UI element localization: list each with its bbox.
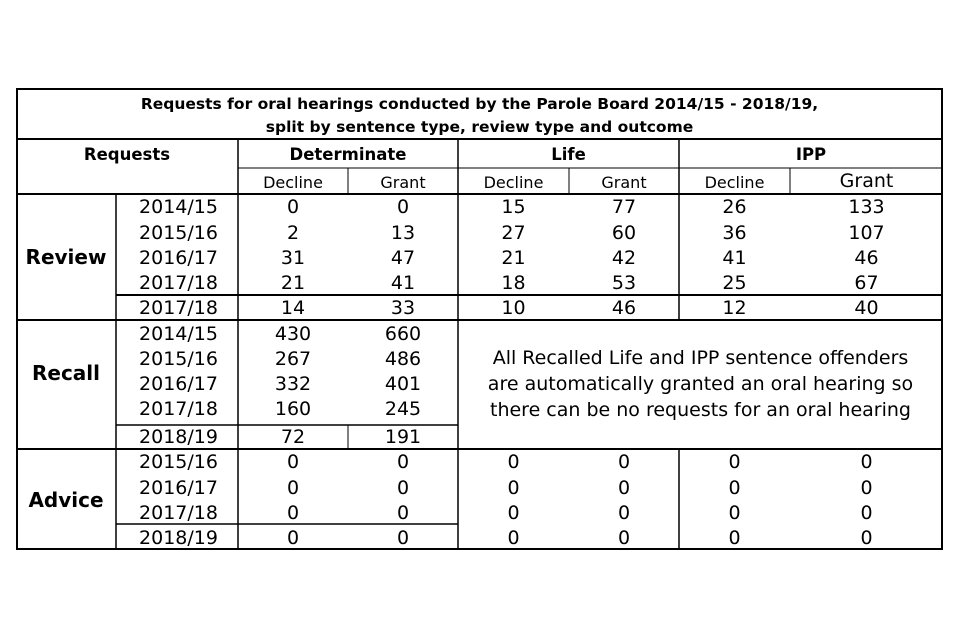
review-cell: 33 [390, 297, 416, 319]
review-cell: 15 [501, 196, 526, 218]
recall-cell: 401 [384, 373, 422, 395]
recall-cell: 72 [280, 426, 306, 448]
advice-cell: 0 [860, 527, 873, 549]
recall-cell: 332 [274, 373, 312, 395]
advice-cell: 0 [728, 477, 741, 499]
header-requests: Requests [83, 145, 171, 164]
advice-cell: 0 [617, 527, 631, 549]
subheader-life-decline: Decline [483, 173, 544, 192]
advice-cell: 0 [728, 451, 741, 473]
recall-note-line-1: All Recalled Life and IPP sentence offenders [492, 347, 909, 369]
review-year: 2017/18 [139, 297, 218, 319]
review-cell: 77 [611, 196, 637, 218]
recall-year: 2018/19 [139, 426, 218, 448]
recall-cell: 245 [384, 398, 422, 420]
review-cell: 42 [611, 247, 637, 269]
advice-cell: 0 [396, 451, 410, 473]
review-cell: 0 [396, 196, 410, 218]
review-cell: 107 [848, 222, 885, 244]
recall-cell: 430 [274, 323, 312, 345]
review-cell: 21 [280, 272, 306, 294]
recall-cell: 486 [384, 348, 422, 370]
review-cell: 21 [501, 247, 526, 269]
advice-cell: 0 [617, 451, 631, 473]
review-cell: 18 [501, 272, 526, 294]
advice-cell: 0 [860, 502, 873, 524]
advice-cell: 0 [728, 527, 741, 549]
advice-cell: 0 [860, 451, 873, 473]
recall-cell: 160 [274, 398, 312, 420]
review-cell: 0 [286, 196, 300, 218]
review-cell: 26 [722, 196, 747, 218]
advice-cell: 0 [507, 527, 520, 549]
review-cell: 67 [854, 272, 879, 294]
review-cell: 46 [854, 247, 879, 269]
header-life: Life [551, 145, 586, 164]
advice-year: 2017/18 [139, 502, 218, 524]
advice-cell: 0 [507, 451, 520, 473]
advice-year: 2018/19 [139, 527, 218, 549]
review-cell: 40 [854, 297, 879, 319]
recall-note-line-3: there can be no requests for an oral hearing [490, 399, 911, 421]
parole-board-table [16, 88, 943, 550]
review-cell: 14 [280, 297, 306, 319]
advice-cell: 0 [286, 527, 300, 549]
advice-cell: 0 [286, 451, 300, 473]
review-cell: 10 [501, 297, 526, 319]
recall-year: 2015/16 [139, 348, 218, 370]
review-cell: 36 [722, 222, 747, 244]
group-label-review: Review [25, 245, 107, 269]
review-cell: 41 [390, 272, 416, 294]
recall-cell: 191 [384, 426, 422, 448]
subheader-determinate-grant: Grant [380, 173, 426, 192]
subheader-ipp-decline: Decline [704, 173, 765, 192]
review-cell: 60 [611, 222, 637, 244]
recall-cell: 267 [274, 348, 312, 370]
header-ipp: IPP [795, 145, 827, 164]
advice-cell: 0 [396, 477, 410, 499]
review-cell: 12 [722, 297, 747, 319]
group-label-recall: Recall [31, 361, 101, 385]
advice-cell: 0 [507, 502, 520, 524]
header-determinate: Determinate [289, 145, 407, 164]
recall-year: 2017/18 [139, 398, 218, 420]
recall-year: 2016/17 [139, 373, 218, 395]
table-title-line-2: split by sentence type, review type and outcome [265, 118, 694, 136]
group-label-advice: Advice [28, 488, 104, 512]
recall-cell: 660 [384, 323, 422, 345]
advice-cell: 0 [396, 502, 410, 524]
review-year: 2016/17 [139, 247, 218, 269]
advice-cell: 0 [396, 527, 410, 549]
review-cell: 46 [611, 297, 637, 319]
review-cell: 13 [390, 222, 416, 244]
review-cell: 53 [611, 272, 637, 294]
review-cell: 47 [390, 247, 416, 269]
advice-cell: 0 [728, 502, 741, 524]
review-year: 2014/15 [139, 196, 218, 218]
review-cell: 27 [501, 222, 526, 244]
recall-year: 2014/15 [139, 323, 218, 345]
advice-year: 2015/16 [139, 451, 218, 473]
advice-cell: 0 [860, 477, 873, 499]
subheader-ipp-grant: Grant [839, 170, 894, 192]
review-cell: 25 [722, 272, 747, 294]
recall-note-line-2: are automatically granted an oral hearing so [487, 373, 914, 395]
advice-year: 2016/17 [139, 477, 218, 499]
subheader-determinate-decline: Decline [263, 173, 323, 192]
subheader-life-grant: Grant [601, 173, 647, 192]
advice-cell: 0 [286, 502, 300, 524]
advice-cell: 0 [617, 502, 631, 524]
advice-cell: 0 [507, 477, 520, 499]
review-cell: 2 [286, 222, 300, 244]
review-cell: 31 [280, 247, 306, 269]
review-year: 2017/18 [139, 272, 218, 294]
advice-cell: 0 [286, 477, 300, 499]
review-year: 2015/16 [139, 222, 218, 244]
advice-cell: 0 [617, 477, 631, 499]
table-title-line-1: Requests for oral hearings conducted by the Parole Board 2014/15 - 2018/19, [140, 95, 819, 113]
review-cell: 41 [722, 247, 747, 269]
review-cell: 133 [848, 196, 885, 218]
